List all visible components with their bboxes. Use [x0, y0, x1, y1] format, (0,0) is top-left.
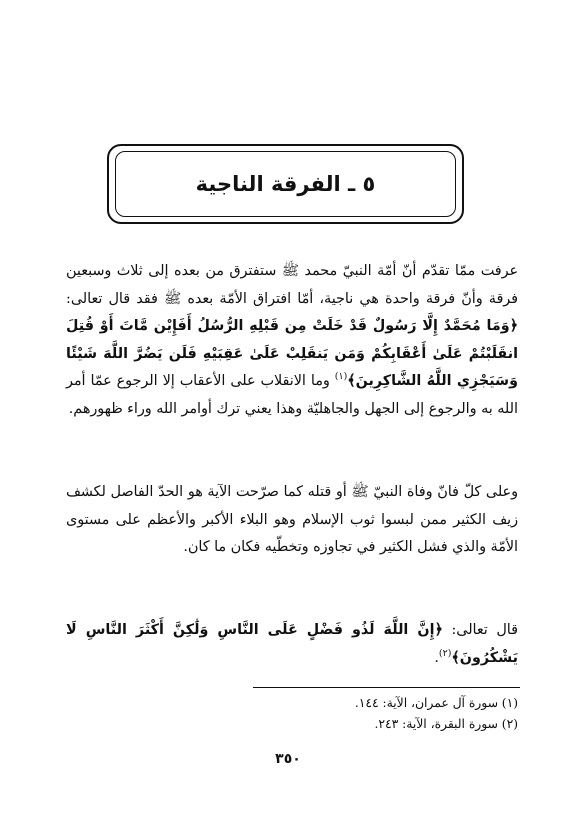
quran-verse-2: ﴿إِنَّ اللَّهَ لَذُو فَضْلٍ عَلَى النَّاسِ وَلَٰكِنَّ أَكْثَرَ النَّاسِ لَا يَشْكُرُونَ﴾	[66, 622, 518, 666]
paragraph-3-intro: قال تعالى:	[442, 622, 518, 638]
paragraph-1	[66, 258, 518, 423]
footnotes	[66, 693, 518, 735]
paragraph-3-end: .	[434, 649, 439, 666]
footnote-ref-1: (١)	[334, 371, 348, 383]
chapter-title-frame	[107, 144, 464, 224]
footnote-ref-2: (٢)	[438, 647, 452, 659]
quran-verse-1: ﴿وَمَا مُحَمَّدٌ إِلَّا رَسُولٌ قَدْ خَلَتْ مِن قَبْلِهِ الرُّسُلُ أَفَإِيْن مَّاتَ أَوْ قُتِلَ انقَلَبْتُمْ عَلَىٰ أَعْقَابِكُمْ وَمَن يَنقَلِبْ عَلَىٰ عَقِبَيْهِ فَلَن يَضُرَّ اللَّهَ شَيْئًا وَسَيَجْزِي اللَّهُ الشَّاكِرِينَ﴾	[66, 318, 518, 389]
paragraph-2	[66, 479, 518, 562]
chapter-title-inner-frame	[115, 151, 456, 217]
page-number: ٣٥٠	[275, 751, 301, 767]
paragraph-3	[66, 617, 518, 672]
paragraph-1-intro: عرفت ممّا تقدّم أنّ أمّة النبيّ محمد ﷺ ستفترق من بعده إلى ثلاث وسبعين فرقة وأنّ فرقة واحدة هي ناجية، أمّا افتراق الأمّة بعده ﷺ فقد قال تعالى:	[66, 263, 518, 307]
footnote-2: (٢) سورة البقرة، الآية: ٢٤٣.	[374, 717, 518, 731]
paragraph-1-continuation: وما الانقلاب على الأعقاب إلا الرجوع عمّا أمر الله به والرجوع إلى الجهل والجاهليّة وهذا يعني ترك أوامر الله وراء ظهورهم.	[66, 373, 518, 417]
chapter-title: ٥ ـ الفرقة الناجية	[195, 172, 376, 196]
footnote-separator	[253, 687, 520, 688]
paragraph-2-text: وعلى كلّ فانّ وفاة النبيّ ﷺ أو قتله كما صرّحت الآية هو الحدّ الفاصل لكشف زيف الكثير ممن لبسوا ثوب الإسلام وهو البلاء الأكبر والأعظم على مستوى الأمّة والذي فشل الكثير في تجاوزه وتخطّيه فكان ما كان.	[66, 484, 518, 555]
footnote-1: (١) سورة آل عمران، الآية: ١٤٤.	[354, 696, 518, 710]
